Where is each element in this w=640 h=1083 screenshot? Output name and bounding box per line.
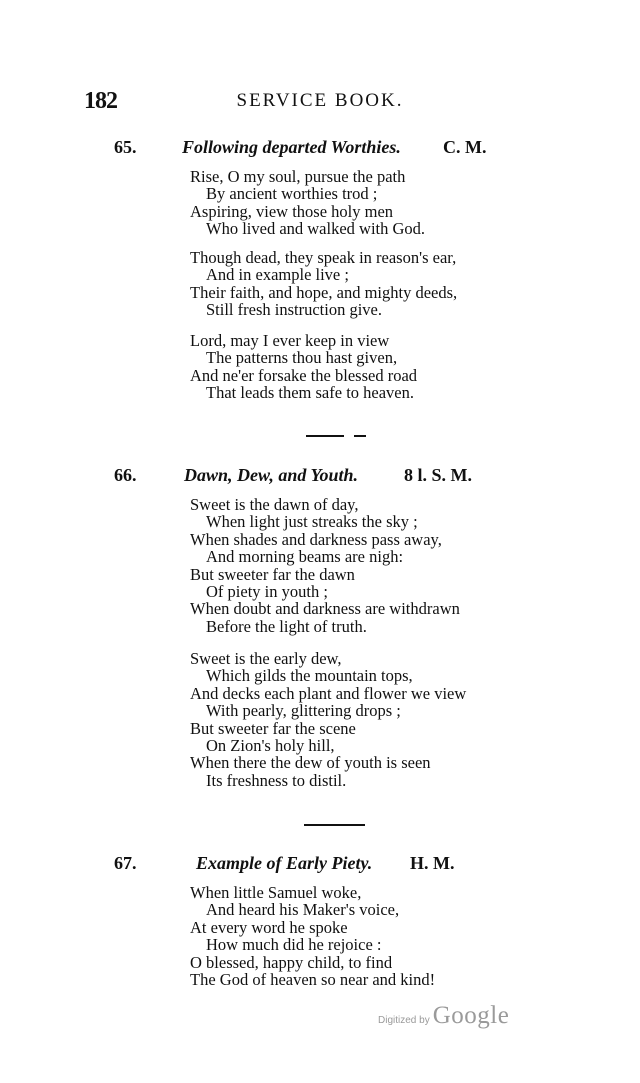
google-logo: Google [432,1002,510,1029]
verse-line: Before the light of truth. [206,616,367,636]
verse-line: The God of heaven so near and kind! [190,970,436,990]
verse-line: When little Samuel woke, [190,883,362,902]
hymn-66-stanza-2 [190,650,610,789]
hymn-meter: C. M. [443,137,487,157]
hymn-number: 67. [114,853,137,873]
verse-line: Which gilds the mountain tops, [206,666,413,686]
running-head: SERVICE BOOK. [236,90,404,111]
verse-line: The patterns thou hast given, [206,348,398,368]
hymn-title: Dawn, Dew, and Youth. [184,465,359,485]
verse-line: At every word he spoke [190,917,348,937]
section-divider [306,435,344,437]
hymn-number: 65. [114,137,137,157]
verse-line: Though dead, they speak in reason's ear, [190,248,457,267]
hymn-66-stanza-1 [190,496,610,635]
verse-line: And in example live ; [206,265,349,285]
hymn-65-heading [0,137,640,161]
watermark-prefix: Digitized by [378,1015,430,1026]
verse-line: Lord, may I ever keep in view [190,331,390,350]
verse-line: Who lived and walked with God. [206,219,426,239]
section-divider-dash [354,435,366,437]
verse-line: With pearly, glittering drops ; [206,701,401,721]
verse-line: And decks each plant and flower we view [190,683,467,703]
verse-line: When doubt and darkness are withdrawn [190,599,460,619]
verse-line: When there the dew of youth is seen [190,753,431,773]
verse-line: Sweet is the dawn of day, [190,495,359,514]
hymn-66-heading [0,465,640,489]
verse-line: Its freshness to distil. [206,770,347,790]
verse-line: When light just streaks the sky ; [206,512,418,532]
verse-line: And morning beams are nigh: [206,547,404,567]
hymn-65-stanza-2 [190,249,610,319]
verse-line: Rise, O my soul, pursue the path [190,167,406,186]
verse-line: And heard his Maker's voice, [206,900,400,920]
hymn-meter: 8 l. S. M. [404,465,473,485]
hymn-67-heading [0,853,640,877]
hymn-65-stanza-3 [190,332,610,402]
verse-line: By ancient worthies trod ; [206,184,378,204]
hymn-title: Following departed Worthies. [182,137,401,157]
page-number: 182 [84,88,117,114]
hymn-number: 66. [114,465,137,485]
verse-line: Still fresh instruction give. [206,300,382,320]
verse-line: And ne'er forsake the blessed road [190,365,418,385]
hymn-65-stanza-1 [190,168,610,238]
digitized-watermark [378,1002,509,1030]
verse-line: When shades and darkness pass away, [190,529,442,549]
hymn-meter: H. M. [410,853,455,873]
verse-line: How much did he rejoice : [206,935,382,955]
section-divider [304,824,365,826]
hymn-title: Example of Early Piety. [196,853,373,873]
verse-line: Sweet is the early dew, [190,649,342,668]
verse-line: Their faith, and hope, and mighty deeds, [190,282,458,302]
verse-line: That leads them safe to heaven. [206,383,414,403]
verse-line: Aspiring, view those holy men [190,201,394,221]
verse-line: O blessed, happy child, to find [190,952,393,972]
hymn-67-stanza-1 [190,884,610,988]
verse-line: But sweeter far the dawn [190,564,355,584]
verse-line: But sweeter far the scene [190,718,356,738]
verse-line: Of piety in youth ; [206,582,328,602]
verse-line: On Zion's holy hill, [206,736,335,756]
